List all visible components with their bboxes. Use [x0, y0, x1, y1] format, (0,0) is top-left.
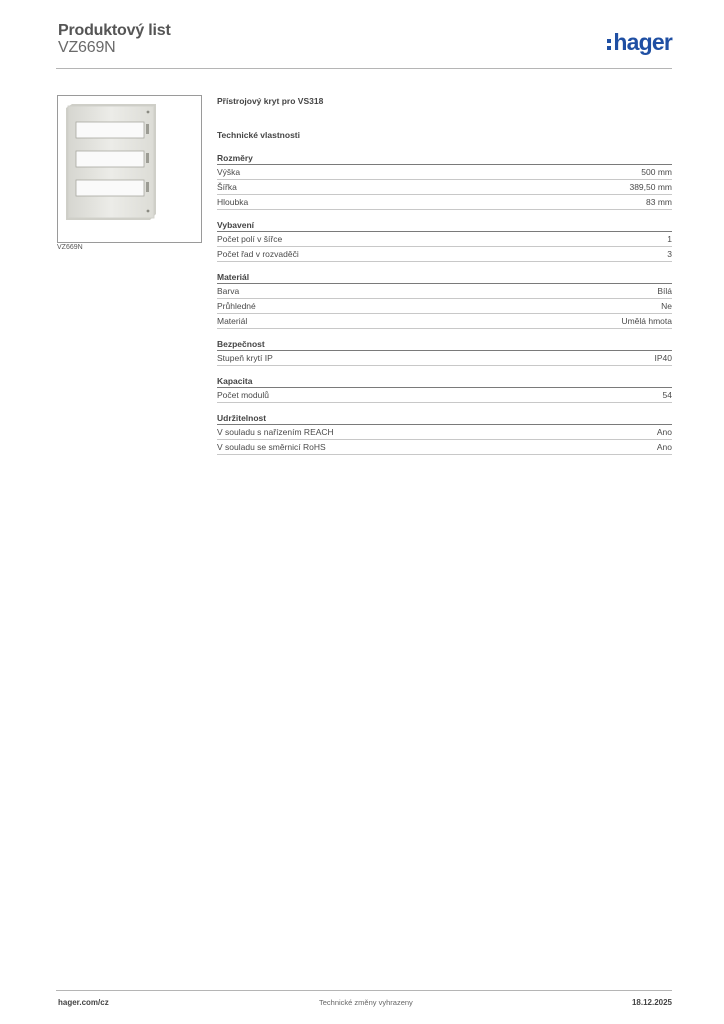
footer-divider	[56, 990, 672, 991]
brand-name: hager	[613, 29, 672, 55]
hager-logo	[607, 29, 672, 55]
spec-label: V souladu se směrnicí RoHS	[217, 442, 326, 452]
spec-label: Počet řad v rozvaděči	[217, 249, 299, 259]
footer-website-link[interactable]: hager.com/cz	[58, 998, 109, 1007]
footer-date: 18.12.2025	[631, 998, 672, 1007]
spec-label: Průhledné	[217, 301, 256, 311]
spec-value: Bílá	[657, 286, 672, 296]
spec-row	[217, 232, 672, 247]
spec-value: 389,50 mm	[629, 182, 672, 192]
spec-section	[217, 375, 672, 403]
spec-value: Ano	[656, 442, 672, 452]
section-title: Vybavení	[217, 219, 672, 232]
spec-value: Ano	[656, 427, 672, 437]
spec-label: Šířka	[217, 182, 237, 192]
spec-section	[217, 219, 672, 262]
header-divider	[56, 68, 672, 69]
spec-section	[217, 412, 672, 455]
spec-row	[217, 165, 672, 180]
spec-value: Umělá hmota	[621, 316, 672, 326]
footer-note: Technické změny vyhrazeny	[319, 998, 413, 1007]
spec-section	[217, 152, 672, 210]
spec-label: Počet polí v šířce	[217, 234, 283, 244]
product-cover-panel-image	[58, 96, 201, 242]
spec-row	[217, 440, 672, 455]
spec-section	[217, 271, 672, 329]
spec-label: Barva	[217, 286, 240, 296]
spec-value: 500 mm	[641, 167, 672, 177]
section-title: Rozměry	[217, 152, 672, 165]
section-title: Udržitelnost	[217, 412, 672, 425]
spec-label: Stupeň krytí IP	[217, 353, 273, 363]
spec-row	[217, 299, 672, 314]
spec-value: 3	[667, 249, 672, 259]
spec-row	[217, 180, 672, 195]
spec-value: 1	[667, 234, 672, 244]
spec-row	[217, 247, 672, 262]
spec-label: Hloubka	[217, 197, 249, 207]
spec-row	[217, 195, 672, 210]
spec-row	[217, 284, 672, 299]
product-image	[57, 95, 202, 243]
spec-column	[217, 95, 672, 455]
page-header	[56, 20, 672, 68]
spec-value: 54	[662, 390, 672, 400]
spec-value: 83 mm	[646, 197, 672, 207]
product-name: Přístrojový kryt pro VS318	[217, 96, 324, 106]
spec-label: Počet modulů	[217, 390, 269, 400]
spec-row	[217, 351, 672, 366]
spec-value: IP40	[654, 353, 672, 363]
section-title: Materiál	[217, 271, 672, 284]
page-title: Produktový list	[58, 22, 171, 39]
spec-row	[217, 314, 672, 329]
tech-heading: Technické vlastnosti	[217, 130, 300, 140]
spec-label: Materiál	[217, 316, 248, 326]
section-title: Kapacita	[217, 375, 672, 388]
section-title: Bezpečnost	[217, 338, 672, 351]
spec-label: Výška	[217, 167, 241, 177]
logo-dots-icon	[607, 39, 611, 50]
product-code: VZ669N	[58, 39, 116, 56]
spec-value: Ne	[661, 301, 672, 311]
spec-row	[217, 388, 672, 403]
spec-label: V souladu s nařízením REACH	[217, 427, 334, 437]
spec-section	[217, 338, 672, 366]
spec-row	[217, 425, 672, 440]
product-image-caption: VZ669N	[57, 244, 83, 251]
